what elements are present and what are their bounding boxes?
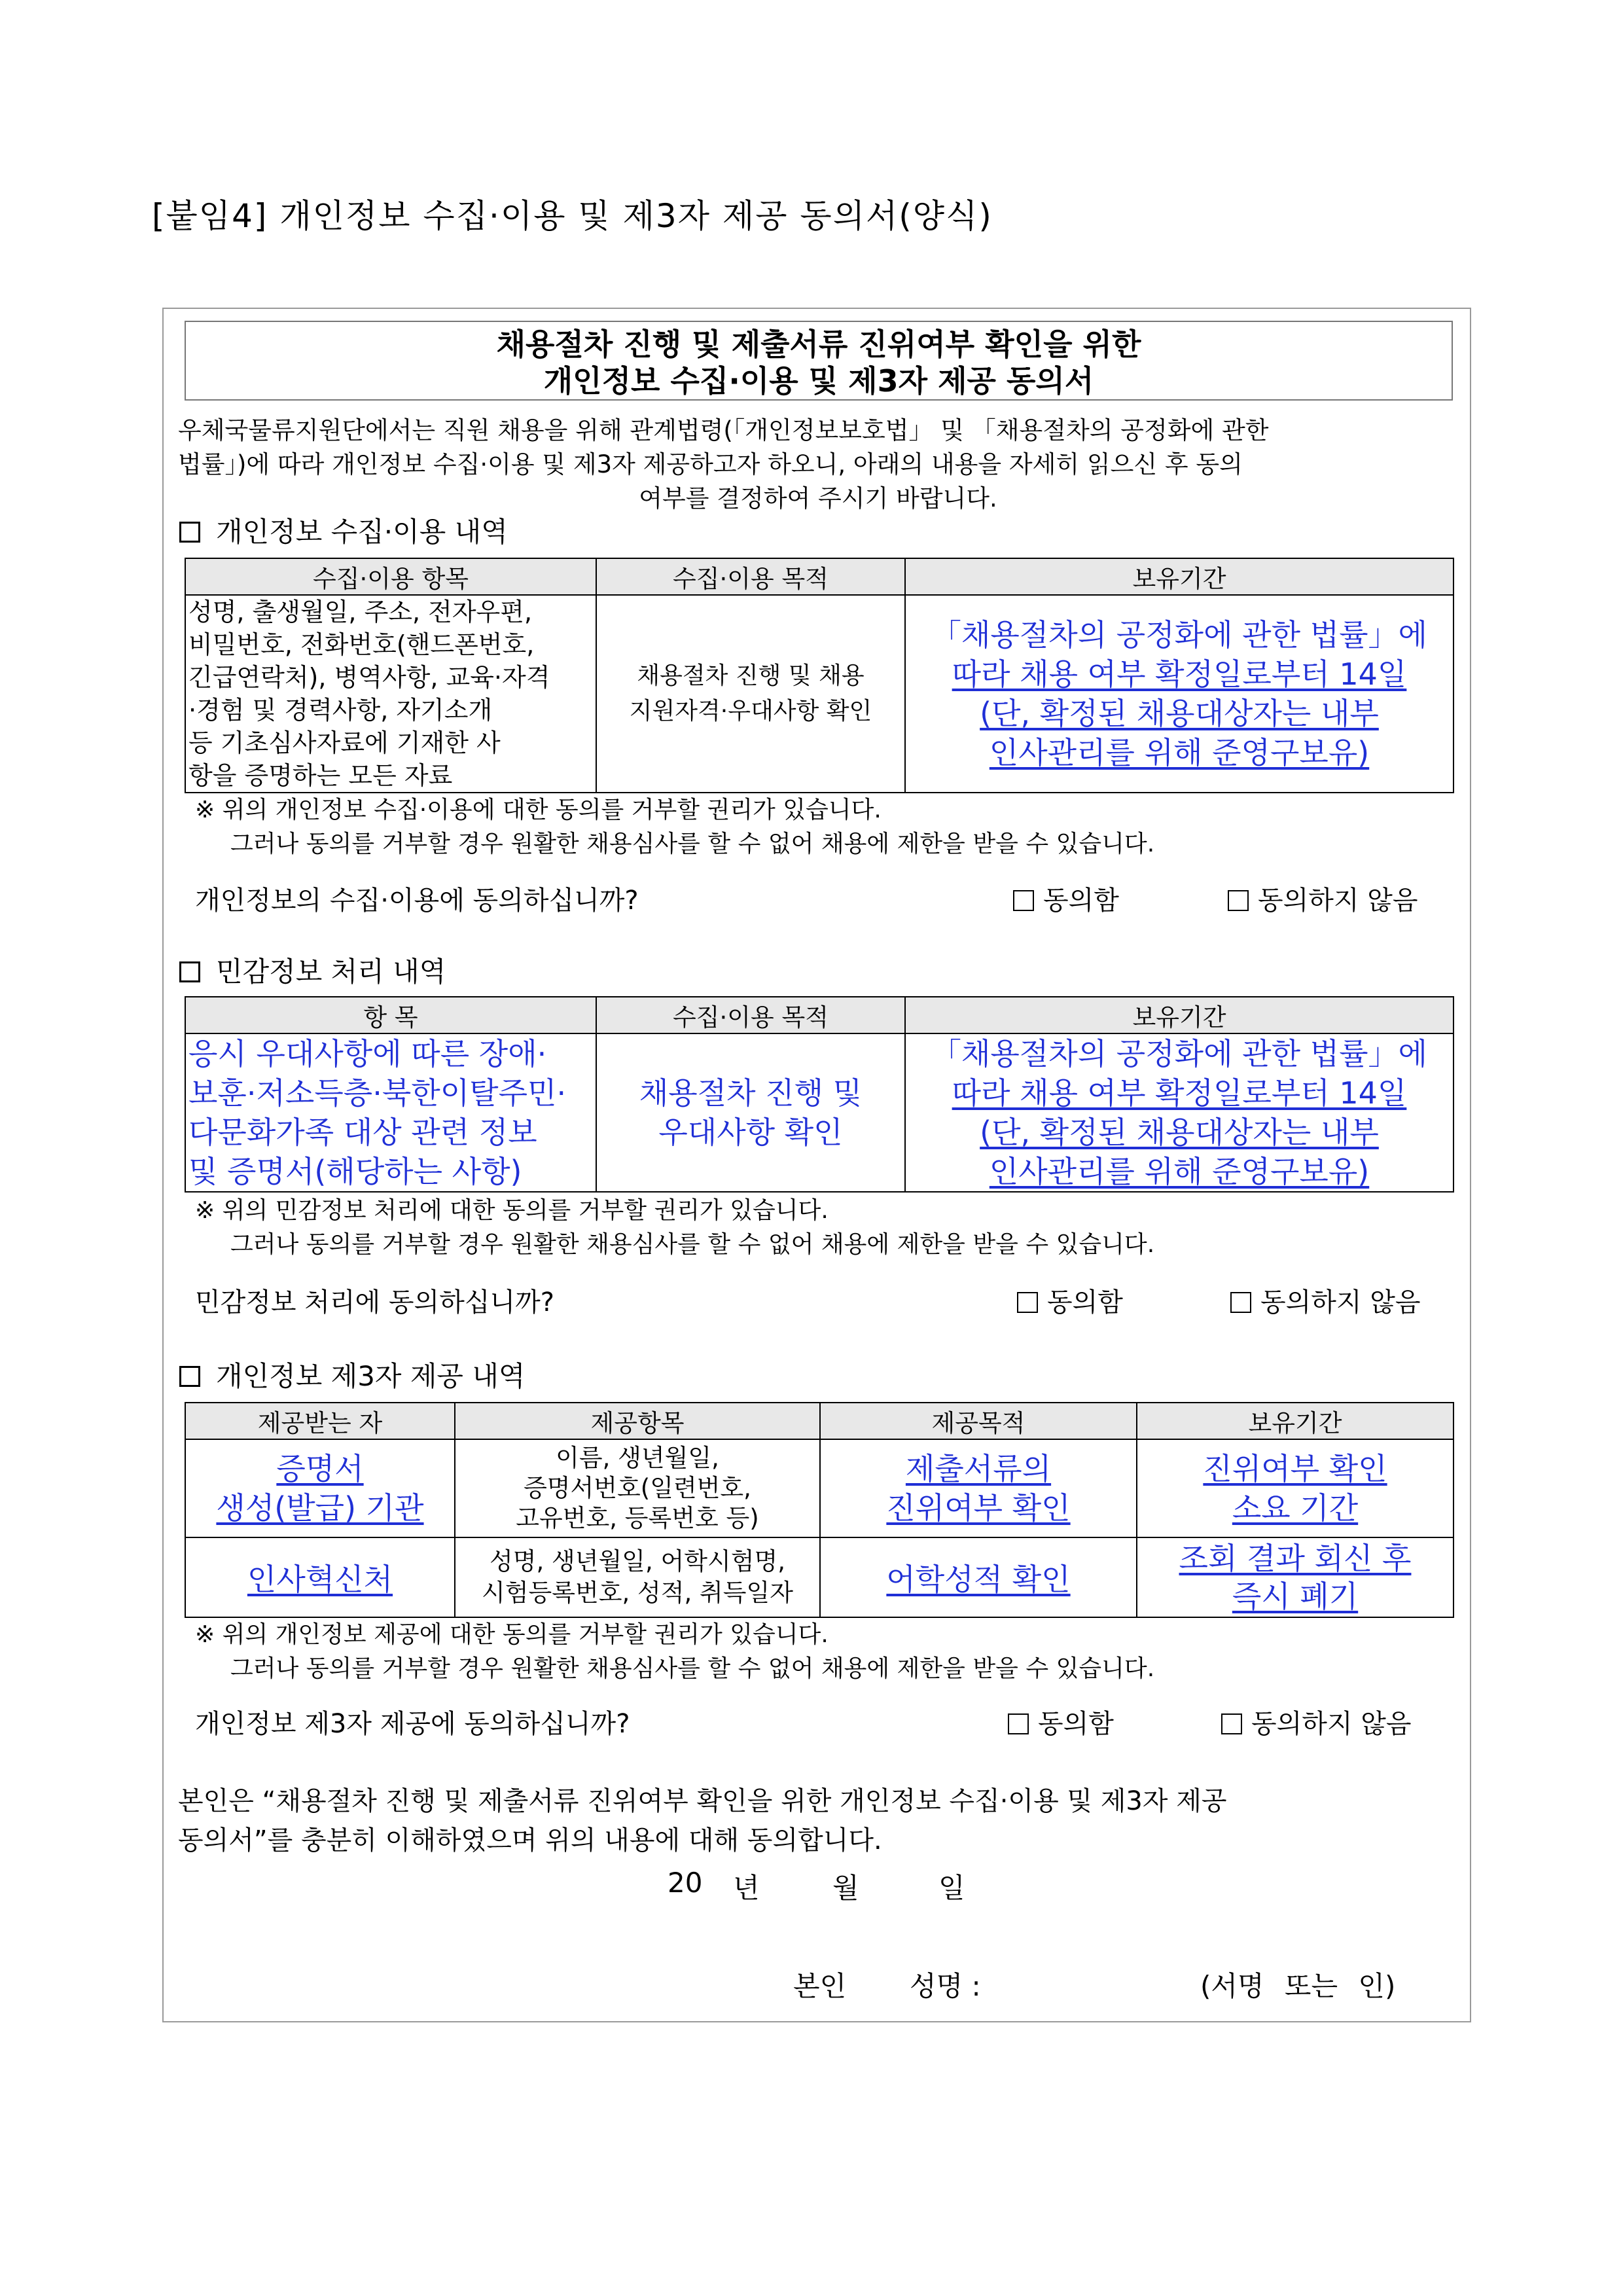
s1-agree-option[interactable] xyxy=(1013,880,1119,917)
s1-disagree-label: 동의하지 않음 xyxy=(1258,886,1418,916)
s1-retention-line: 「채용절차의 공정화에 관한 법률」에 xyxy=(931,617,1427,653)
signature-self-label: 본인 xyxy=(793,1970,847,2002)
square-bullet-icon xyxy=(179,522,200,543)
s1-item-line: 긴급연락처), 병역사항, 교육·자격 xyxy=(188,663,550,692)
s2-disagree-label: 동의하지 않음 xyxy=(1260,1287,1421,1318)
s2-header-purpose: 수집·이용 목적 xyxy=(596,997,905,1033)
s3-row1-retention-line: 진위여부 확인 xyxy=(1203,1451,1387,1486)
section1-heading-text: 개인정보 수집·이용 내역 xyxy=(216,516,508,548)
s2-purpose-line: 우대사항 확인 xyxy=(658,1115,843,1150)
intro-line2: 법률」)에 따라 개인정보 수집·이용 및 제3자 제공하고자 하오니, 아래의 내용을 자세히 읽으신 후 동의 xyxy=(178,450,1243,478)
closing-statement xyxy=(178,1782,1458,1860)
date-day-label: 일 xyxy=(938,1872,965,1904)
intro-text xyxy=(178,414,1458,516)
signature-hint: (서명 또는 인) xyxy=(1200,1970,1396,2002)
s1-notes xyxy=(195,793,1154,861)
s2-item-line: 다문화가족 대상 관련 정보 xyxy=(188,1115,537,1150)
s2-notes xyxy=(195,1194,1154,1262)
table-row xyxy=(185,1537,1454,1617)
form-title-line2: 개인정보 수집·이용 및 제3자 제공 동의서 xyxy=(543,363,1094,399)
s1-header-purpose: 수집·이용 목적 xyxy=(596,558,905,595)
s3-row2-retention-line: 조회 결과 회신 후 xyxy=(1179,1541,1412,1576)
s1-question-row xyxy=(195,880,1445,917)
s3-header-purpose: 제공목적 xyxy=(820,1403,1137,1439)
s2-agree-option[interactable] xyxy=(1017,1282,1123,1319)
checkbox-icon[interactable] xyxy=(1221,1713,1242,1734)
s1-header-retention: 보유기간 xyxy=(905,558,1454,595)
s2-retention-cell xyxy=(905,1033,1454,1192)
s3-header-retention: 보유기간 xyxy=(1137,1403,1454,1439)
s3-disagree-label: 동의하지 않음 xyxy=(1251,1709,1412,1739)
s1-purpose-line: 채용절차 진행 및 채용 xyxy=(637,662,865,689)
s3-row2-items-line: 성명, 생년월일, 어학시험명, xyxy=(490,1547,785,1575)
s3-row1-items-line: 고유번호, 등록번호 등) xyxy=(516,1504,759,1532)
s3-header-items: 제공항목 xyxy=(455,1403,820,1439)
s3-header-recipient: 제공받는 자 xyxy=(185,1403,455,1439)
closing-line1: 본인은 “채용절차 진행 및 제출서류 진위여부 확인을 위한 개인정보 수집·이용 및 제3자 제공 xyxy=(178,1786,1227,1816)
table-row xyxy=(185,1439,1454,1537)
s2-question: 민감정보 처리에 동의하십니까? xyxy=(195,1287,554,1318)
s1-item-line: 비밀번호, 전화번호(핸드폰번호, xyxy=(188,630,535,659)
consent-form xyxy=(162,308,1471,2022)
section2-table xyxy=(185,996,1454,1193)
s3-row2-purpose-line: 어학성적 확인 xyxy=(886,1562,1071,1597)
section3-heading xyxy=(179,1355,526,1394)
s1-agree-label: 동의함 xyxy=(1043,886,1119,916)
s3-note1: ※ 위의 개인정보 제공에 대한 동의를 거부할 권리가 있습니다. xyxy=(195,1621,829,1648)
s2-retention-line: 따라 채용 여부 확정일로부터 14일 xyxy=(952,1075,1407,1111)
s1-item-line: ·경험 및 경력사항, 자기소개 xyxy=(188,696,493,725)
s3-notes xyxy=(195,1618,1154,1686)
s3-row1-purpose-line: 진위여부 확인 xyxy=(886,1490,1071,1526)
form-title-line1: 채용절차 진행 및 제출서류 진위여부 확인을 위한 xyxy=(496,327,1141,362)
form-title xyxy=(185,321,1453,401)
section1-table xyxy=(185,558,1454,793)
s1-disagree-option[interactable] xyxy=(1228,880,1418,917)
section2-heading-text: 민감정보 처리 내역 xyxy=(216,956,446,988)
s3-row2-recipient xyxy=(185,1537,455,1617)
date-year: 20 xyxy=(668,1867,703,1899)
s1-item-line: 항을 증명하는 모든 자료 xyxy=(188,761,453,790)
s3-row1-purpose-line: 제출서류의 xyxy=(905,1451,1052,1486)
s2-purpose-line: 채용절차 진행 및 xyxy=(639,1075,863,1111)
s2-header-retention: 보유기간 xyxy=(905,997,1454,1033)
square-bullet-icon xyxy=(179,961,200,982)
s3-row1-items xyxy=(455,1439,820,1537)
s1-item-cell xyxy=(185,595,596,793)
s2-item-line: 응시 우대사항에 따른 장애· xyxy=(188,1036,547,1071)
s1-retention-line: (단, 확정된 채용대상자는 내부 xyxy=(980,696,1379,731)
s3-agree-option[interactable] xyxy=(1008,1703,1114,1740)
section3-table xyxy=(185,1402,1454,1618)
s1-purpose-cell xyxy=(596,595,905,793)
s3-disagree-option[interactable] xyxy=(1221,1703,1412,1740)
section2-heading xyxy=(179,950,446,990)
checkbox-icon[interactable] xyxy=(1013,890,1034,911)
s1-question: 개인정보의 수집·이용에 동의하십니까? xyxy=(195,886,639,916)
s2-item-cell xyxy=(185,1033,596,1192)
s3-agree-label: 동의함 xyxy=(1038,1709,1114,1739)
signature-name-label: 성명 : xyxy=(910,1970,981,2002)
s2-retention-line: (단, 확정된 채용대상자는 내부 xyxy=(980,1115,1379,1150)
s1-note2: 그러나 동의를 거부할 경우 원활한 채용심사를 할 수 없어 채용에 제한을 받을 수 있습니다. xyxy=(230,831,1155,857)
s3-row2-items xyxy=(455,1537,820,1617)
s3-row1-recipient-line: 증명서 xyxy=(276,1451,364,1486)
attachment-title: [붙임4] 개인정보 수집·이용 및 제3자 제공 동의서(양식) xyxy=(152,197,993,235)
checkbox-icon[interactable] xyxy=(1228,890,1249,911)
s3-row1-retention-line: 소요 기간 xyxy=(1232,1490,1359,1526)
s3-question-row xyxy=(195,1703,1445,1740)
s3-row2-retention-line: 즉시 폐기 xyxy=(1232,1579,1359,1614)
date-year-label: 년 xyxy=(733,1872,760,1904)
s1-retention-line: 따라 채용 여부 확정일로부터 14일 xyxy=(952,656,1407,692)
intro-line1: 우체국물류지원단에서는 직원 채용을 위해 관계법령(「개인정보보호법」 및 「채용절차의 공정화에 관한 xyxy=(178,416,1269,444)
checkbox-icon[interactable] xyxy=(1017,1292,1038,1313)
s1-retention-line: 인사관리를 위해 준영구보유) xyxy=(989,735,1370,770)
s3-row2-items-line: 시험등록번호, 성적, 취득일자 xyxy=(482,1579,793,1607)
square-bullet-icon xyxy=(179,1366,200,1387)
s1-item-line: 등 기초심사자료에 기재한 사 xyxy=(188,728,501,757)
s3-row2-retention xyxy=(1137,1537,1454,1617)
s3-question: 개인정보 제3자 제공에 동의하십니까? xyxy=(195,1709,630,1739)
s1-purpose-line: 지원자격·우대사항 확인 xyxy=(629,698,872,725)
checkbox-icon[interactable] xyxy=(1008,1713,1029,1734)
s3-row1-recipient xyxy=(185,1439,455,1537)
s2-note1: ※ 위의 민감정보 처리에 대한 동의를 거부할 권리가 있습니다. xyxy=(195,1197,829,1224)
s1-note1: ※ 위의 개인정보 수집·이용에 대한 동의를 거부할 권리가 있습니다. xyxy=(195,797,882,823)
s3-row1-retention xyxy=(1137,1439,1454,1537)
s1-item-line: 성명, 출생월일, 주소, 전자우편, xyxy=(188,598,533,626)
s3-row1-purpose xyxy=(820,1439,1137,1537)
s2-item-line: 보훈·저소득층·북한이탈주민· xyxy=(188,1075,567,1111)
checkbox-icon[interactable] xyxy=(1230,1292,1251,1313)
s3-note2: 그러나 동의를 거부할 경우 원활한 채용심사를 할 수 없어 채용에 제한을 받을 수 있습니다. xyxy=(230,1655,1155,1682)
s3-row1-recipient-line: 생성(발급) 기관 xyxy=(216,1490,424,1526)
s1-retention-cell xyxy=(905,595,1454,793)
s1-header-item: 수집·이용 항목 xyxy=(185,558,596,595)
section1-heading xyxy=(179,511,508,550)
section3-heading-text: 개인정보 제3자 제공 내역 xyxy=(216,1360,526,1392)
s2-agree-label: 동의함 xyxy=(1047,1287,1123,1318)
s3-row1-items-line: 증명서번호(일련번호, xyxy=(524,1474,751,1502)
s2-item-line: 및 증명서(해당하는 사항) xyxy=(188,1154,522,1189)
date-month-label: 월 xyxy=(832,1872,859,1904)
s2-disagree-option[interactable] xyxy=(1230,1282,1421,1319)
s2-note2: 그러나 동의를 거부할 경우 원활한 채용심사를 할 수 없어 채용에 제한을 받을 수 있습니다. xyxy=(230,1231,1155,1258)
s3-row2-recipient-line: 인사혁신처 xyxy=(247,1562,393,1597)
s2-purpose-cell xyxy=(596,1033,905,1192)
s2-retention-line: 「채용절차의 공정화에 관한 법률」에 xyxy=(931,1036,1427,1071)
s3-row1-items-line: 이름, 생년월일, xyxy=(556,1444,719,1472)
s2-retention-line: 인사관리를 위해 준영구보유) xyxy=(989,1154,1370,1189)
intro-line3: 여부를 결정하여 주시기 바랍니다. xyxy=(639,484,997,512)
closing-line2: 동의서”를 충분히 이해하였으며 위의 내용에 대해 동의합니다. xyxy=(178,1825,882,1856)
s2-header-item: 항 목 xyxy=(185,997,596,1033)
s2-question-row xyxy=(195,1282,1445,1319)
s3-row2-purpose xyxy=(820,1537,1137,1617)
